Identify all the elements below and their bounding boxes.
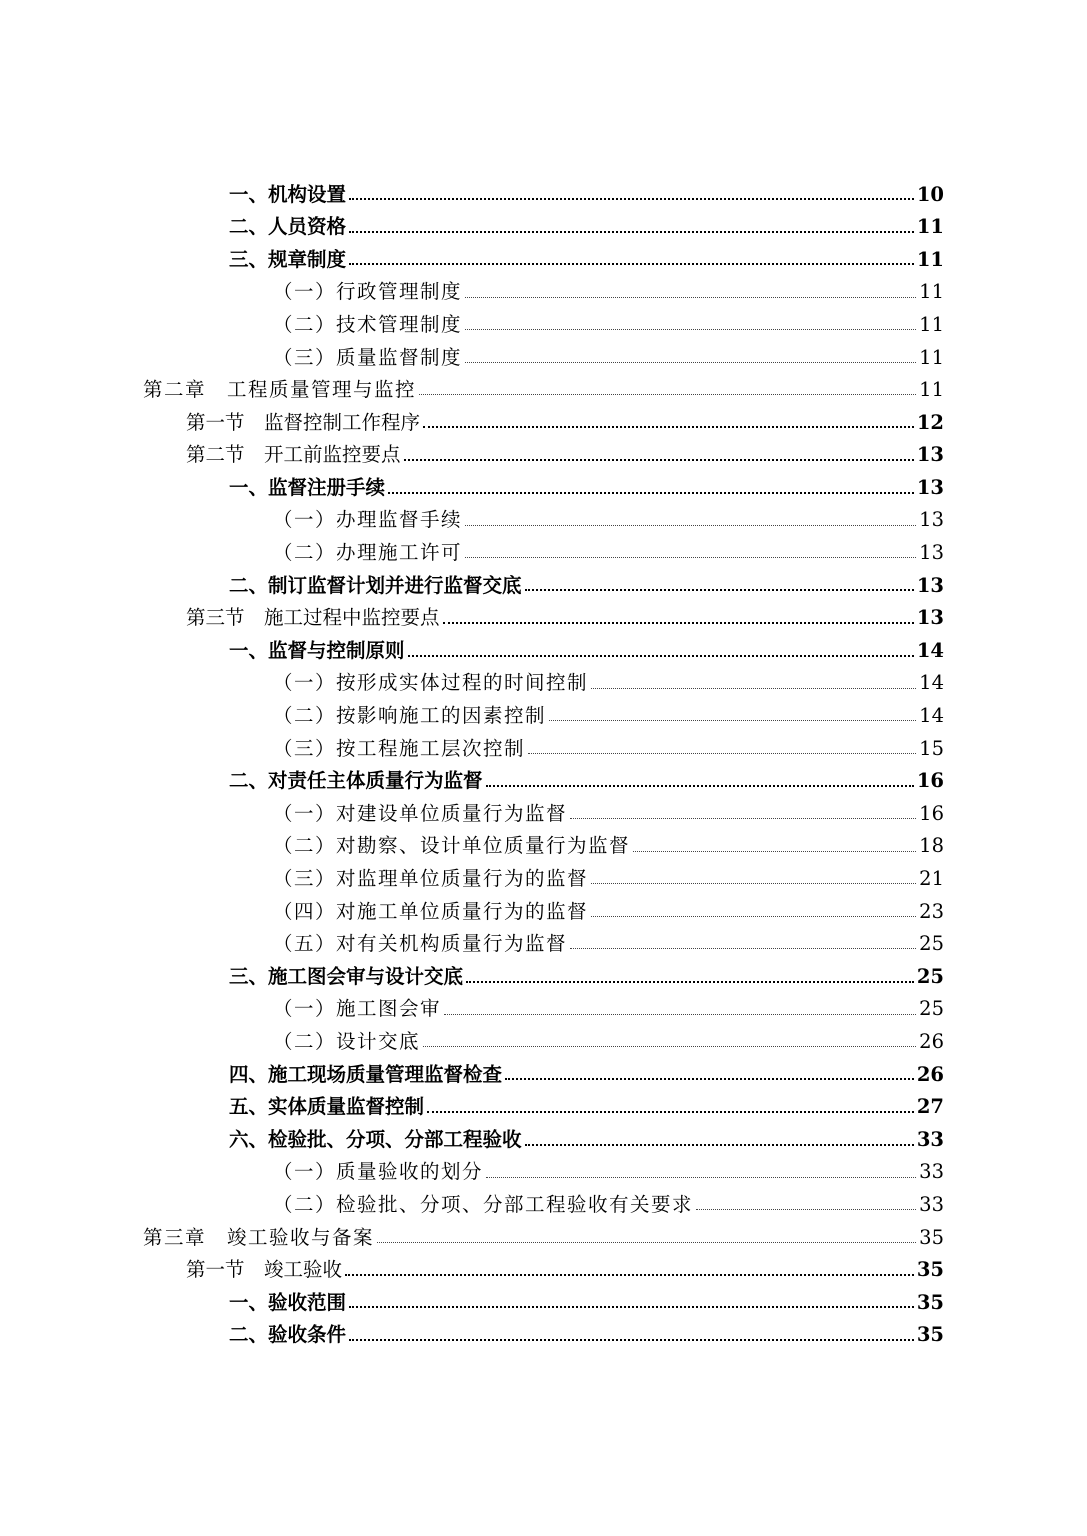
- toc-page-number: 18: [919, 834, 944, 858]
- toc-entry-title: （一）对建设单位质量行为监督: [273, 801, 568, 825]
- toc-dot-leader: [528, 753, 916, 754]
- toc-dot-leader: [444, 1014, 916, 1015]
- toc-entry[interactable]: [0, 1254, 1087, 1287]
- toc-dot-leader: [345, 1274, 914, 1276]
- toc-entry[interactable]: [0, 667, 1087, 700]
- toc-page-number: 16: [919, 801, 944, 825]
- toc-page-number: 13: [919, 541, 944, 565]
- toc-entry-title: 五、实体质量监督控制: [229, 1095, 425, 1119]
- toc-entry[interactable]: [0, 602, 1087, 635]
- toc-page-number: 13: [916, 475, 944, 499]
- toc-entry[interactable]: [0, 178, 1087, 211]
- toc-page-number: 13: [916, 606, 944, 630]
- toc-page-number: 35: [916, 1290, 944, 1314]
- toc-entry-title: （一）质量验收的划分: [273, 1160, 484, 1184]
- toc-entry[interactable]: [0, 537, 1087, 570]
- toc-entry-title: （一）施工图会审: [273, 997, 442, 1021]
- toc-entry[interactable]: [0, 1221, 1087, 1254]
- toc-entry[interactable]: [0, 1319, 1087, 1352]
- toc-entry[interactable]: [0, 211, 1087, 244]
- toc-dot-leader: [427, 1111, 914, 1113]
- toc-entry-title: （二）检验批、分项、分部工程验收有关要求: [273, 1192, 694, 1216]
- toc-dot-leader: [466, 981, 914, 983]
- toc-dot-leader: [696, 1209, 916, 1210]
- toc-entry[interactable]: [0, 1025, 1087, 1058]
- toc-dot-leader: [423, 1046, 916, 1047]
- toc-entry-title: 三、施工图会审与设计交底: [229, 964, 464, 988]
- toc-entry-title: 二、人员资格: [229, 215, 347, 239]
- toc-page-number: 15: [919, 736, 944, 760]
- toc-entry-title: 四、施工现场质量管理监督检查: [229, 1062, 503, 1086]
- toc-dot-leader: [486, 785, 914, 787]
- toc-page-number: 25: [919, 997, 944, 1021]
- toc-entry[interactable]: [0, 993, 1087, 1026]
- toc-page-number: 26: [919, 1029, 944, 1053]
- toc-entry[interactable]: [0, 406, 1087, 439]
- toc-dot-leader: [505, 1078, 914, 1080]
- toc-entry[interactable]: [0, 862, 1087, 895]
- toc-page-number: 35: [919, 1225, 944, 1249]
- toc-page-number: 33: [919, 1160, 944, 1184]
- toc-entry-title: 第三章 竣工验收与备案: [143, 1225, 375, 1249]
- toc-entry-title: （三）质量监督制度: [273, 345, 463, 369]
- toc-dot-leader: [419, 394, 916, 395]
- toc-page-number: 14: [919, 671, 944, 695]
- toc-entry-title: （四）对施工单位质量行为的监督: [273, 899, 589, 923]
- toc-page-number: 33: [916, 1127, 944, 1151]
- toc-dot-leader: [525, 589, 914, 591]
- table-of-contents: [0, 178, 1087, 1351]
- toc-dot-leader: [349, 263, 914, 265]
- toc-dot-leader: [591, 916, 916, 917]
- toc-page-number: 11: [919, 280, 944, 304]
- toc-dot-leader: [570, 818, 916, 819]
- toc-page-number: 26: [916, 1062, 944, 1086]
- toc-dot-leader: [349, 198, 914, 200]
- toc-entry-title: （一）按形成实体过程的时间控制: [273, 671, 589, 695]
- toc-entry[interactable]: [0, 830, 1087, 863]
- toc-entry[interactable]: [0, 1156, 1087, 1189]
- toc-entry-title: 第一节 监督控制工作程序: [186, 410, 421, 434]
- toc-dot-leader: [525, 1144, 914, 1146]
- toc-entry[interactable]: [0, 700, 1087, 733]
- toc-page-number: 11: [919, 345, 944, 369]
- toc-entry-title: 第二节 开工前监控要点: [186, 443, 401, 467]
- toc-entry[interactable]: [0, 1123, 1087, 1156]
- toc-dot-leader: [443, 622, 914, 624]
- toc-dot-leader: [570, 948, 916, 949]
- toc-entry-title: （一）行政管理制度: [273, 280, 463, 304]
- toc-page-number: 27: [916, 1095, 944, 1119]
- toc-dot-leader: [633, 851, 916, 852]
- toc-entry[interactable]: [0, 895, 1087, 928]
- toc-dot-leader: [465, 297, 916, 298]
- toc-page-number: 25: [916, 964, 944, 988]
- toc-entry-title: （三）对监理单位质量行为的监督: [273, 867, 589, 891]
- toc-page-number: 11: [919, 312, 944, 336]
- toc-page-number: 13: [919, 508, 944, 532]
- toc-entry[interactable]: [0, 308, 1087, 341]
- toc-dot-leader: [465, 329, 916, 330]
- toc-dot-leader: [591, 883, 916, 884]
- toc-dot-leader: [377, 1242, 916, 1243]
- toc-entry[interactable]: [0, 634, 1087, 667]
- toc-entry-title: 二、验收条件: [229, 1323, 347, 1347]
- toc-entry[interactable]: [0, 765, 1087, 798]
- toc-dot-leader: [408, 655, 914, 657]
- toc-entry[interactable]: [0, 504, 1087, 537]
- toc-entry[interactable]: [0, 797, 1087, 830]
- toc-entry[interactable]: [0, 341, 1087, 374]
- toc-entry-title: （二）按影响施工的因素控制: [273, 704, 547, 728]
- toc-page-number: 10: [916, 182, 944, 206]
- toc-entry[interactable]: [0, 732, 1087, 765]
- toc-page-number: 11: [916, 247, 944, 271]
- toc-dot-leader: [349, 1306, 914, 1308]
- toc-page-number: 21: [919, 867, 944, 891]
- toc-entry-title: 第三节 施工过程中监控要点: [186, 606, 440, 630]
- toc-dot-leader: [465, 557, 916, 558]
- toc-entry-title: 第一节 竣工验收: [186, 1258, 343, 1282]
- toc-dot-leader: [423, 426, 914, 428]
- toc-page-number: 33: [919, 1192, 944, 1216]
- toc-entry-title: 一、验收范围: [229, 1290, 347, 1314]
- toc-page-number: 25: [919, 932, 944, 956]
- toc-entry-title: （二）技术管理制度: [273, 312, 463, 336]
- toc-entry-title: （三）按工程施工层次控制: [273, 736, 526, 760]
- toc-entry[interactable]: [0, 1058, 1087, 1091]
- toc-entry-title: （一）办理监督手续: [273, 508, 463, 532]
- toc-entry-title: （二）办理施工许可: [273, 541, 463, 565]
- toc-entry-title: 一、机构设置: [229, 182, 347, 206]
- toc-entry[interactable]: [0, 243, 1087, 276]
- toc-page-number: 23: [919, 899, 944, 923]
- toc-dot-leader: [349, 1339, 914, 1341]
- toc-dot-leader: [465, 525, 916, 526]
- toc-entry[interactable]: [0, 471, 1087, 504]
- toc-page-number: 11: [919, 378, 944, 402]
- toc-entry-title: 第二章 工程质量管理与监控: [143, 378, 417, 402]
- toc-entry[interactable]: [0, 960, 1087, 993]
- toc-entry[interactable]: [0, 1188, 1087, 1221]
- toc-page-number: 13: [916, 443, 944, 467]
- toc-dot-leader: [549, 720, 916, 721]
- toc-entry-title: 一、监督注册手续: [229, 475, 386, 499]
- toc-entry[interactable]: [0, 276, 1087, 309]
- toc-dot-leader: [465, 362, 916, 363]
- toc-dot-leader: [404, 459, 914, 461]
- toc-entry-title: 一、监督与控制原则: [229, 638, 405, 662]
- toc-page-number: 14: [916, 638, 944, 662]
- toc-entry-title: 二、制订监督计划并进行监督交底: [229, 573, 522, 597]
- toc-entry-title: 二、对责任主体质量行为监督: [229, 769, 483, 793]
- toc-entry-title: （五）对有关机构质量行为监督: [273, 932, 568, 956]
- toc-entry[interactable]: [0, 928, 1087, 961]
- toc-page-number: 35: [916, 1323, 944, 1347]
- toc-page-number: 13: [916, 573, 944, 597]
- toc-page-number: 35: [916, 1258, 944, 1282]
- toc-entry[interactable]: [0, 374, 1087, 407]
- toc-entry-title: （二）设计交底: [273, 1029, 421, 1053]
- toc-entry-title: （二）对勘察、设计单位质量行为监督: [273, 834, 631, 858]
- toc-entry-title: 六、检验批、分项、分部工程验收: [229, 1127, 522, 1151]
- toc-entry-title: 三、规章制度: [229, 247, 347, 271]
- toc-entry[interactable]: [0, 569, 1087, 602]
- toc-entry[interactable]: [0, 1286, 1087, 1319]
- toc-dot-leader: [388, 492, 914, 494]
- toc-entry[interactable]: [0, 439, 1087, 472]
- toc-dot-leader: [349, 231, 914, 233]
- toc-dot-leader: [486, 1177, 916, 1178]
- toc-dot-leader: [591, 688, 916, 689]
- toc-entry[interactable]: [0, 1091, 1087, 1124]
- toc-page-number: 16: [916, 769, 944, 793]
- toc-page-number: 11: [916, 215, 944, 239]
- toc-page-number: 12: [916, 410, 944, 434]
- toc-page-number: 14: [919, 704, 944, 728]
